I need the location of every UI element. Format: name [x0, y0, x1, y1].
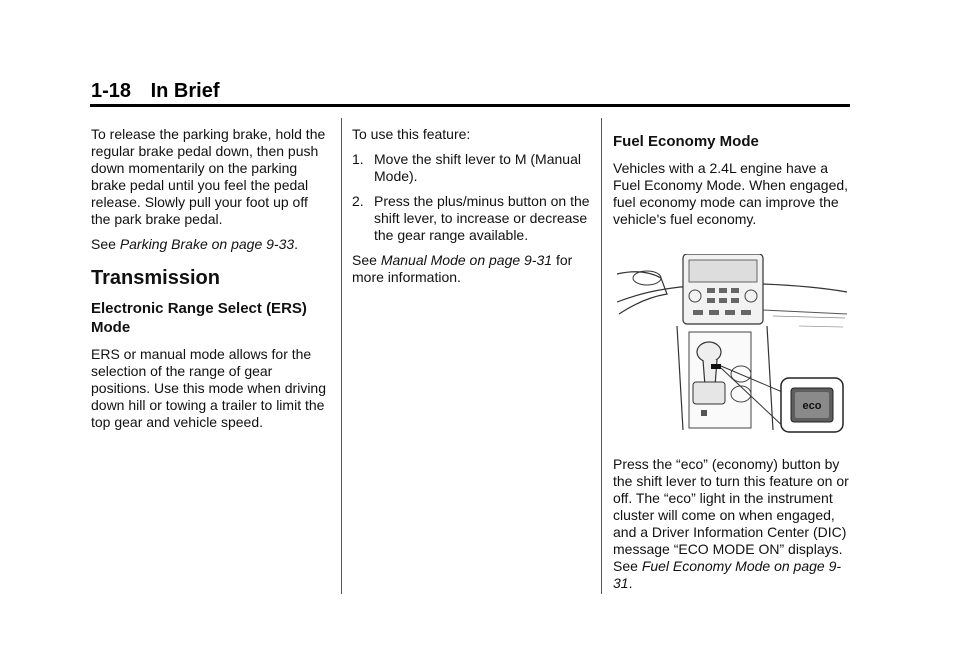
fuel-economy-intro: Vehicles with a 2.4L engine have a Fuel Economy Mode. When engaged, fuel economy mode can improve the vehicle's fuel economy. — [613, 160, 849, 227]
fuel-economy-paragraph: Press the “eco” (economy) button by the shift lever to turn this feature on or off. The “eco” light in the instrument cluster will come on when engaged, and a Driver Information Center (DIC) message “ECO MODE ON” displays. See Fuel Economy Mode on page 9-31. — [613, 456, 849, 591]
see-reference-parking-brake: See Parking Brake on page 9-33. — [91, 236, 299, 252]
column-3 — [613, 126, 851, 600]
page-number: 1-18 — [91, 80, 132, 102]
eco-button-illustration — [613, 254, 849, 434]
list-item: 2. Press the plus/minus button on the shift lever, to increase or decrease the gear range available. — [352, 193, 590, 243]
eco-button-label: eco — [802, 400, 822, 412]
ers-paragraph: ERS or manual mode allows for the selection of the range of gear positions. Use this mode when driving down hill or towing a trailer to limit the top gear and vehicle speed. — [91, 346, 327, 430]
section-title: Transmission — [91, 267, 220, 289]
steps-list — [352, 151, 590, 244]
cross-reference-link: Fuel Economy Mode on page 9-31 — [613, 558, 842, 591]
cross-reference-link: Manual Mode on page 9-31 — [380, 252, 553, 268]
column-1 — [91, 126, 327, 439]
list-item: 1. Move the shift lever to M (Manual Mode). — [352, 151, 581, 184]
column-divider-1 — [341, 118, 342, 594]
page-header — [91, 80, 851, 103]
header-rule — [90, 104, 850, 107]
steps-intro: To use this feature: — [352, 126, 471, 142]
fuel-economy-heading: Fuel Economy Mode — [613, 133, 759, 150]
cross-reference-link: Parking Brake on page 9-33 — [119, 236, 295, 252]
parking-brake-paragraph: To release the parking brake, hold the regular brake pedal down, then push down momentarily on the parking brake pedal until you feel the pedal release. Slowly pull your foot up off the park brake pedal. — [91, 126, 326, 227]
chapter-title: In Brief — [150, 80, 220, 102]
column-2 — [352, 126, 590, 294]
see-reference-manual-mode: See Manual Mode on page 9-31 for more information. — [352, 252, 573, 285]
column-divider-2 — [601, 118, 602, 594]
subsection-title: Electronic Range Select (ERS) Mode — [91, 300, 307, 336]
